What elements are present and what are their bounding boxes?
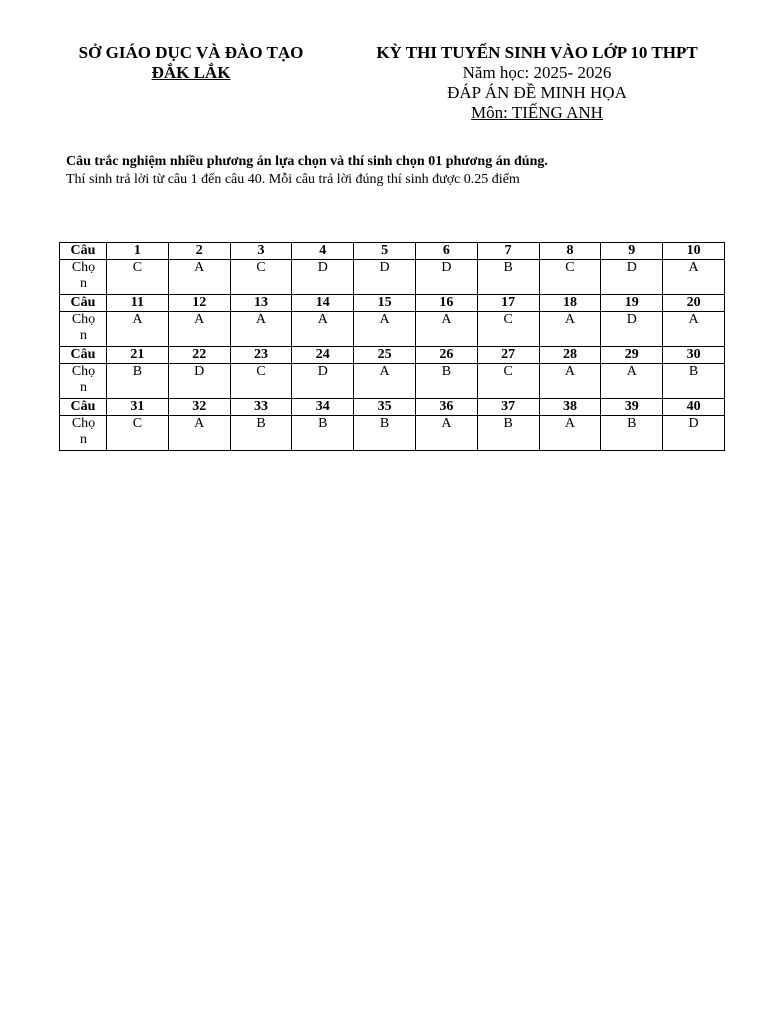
province-name: ĐẮK LẮK bbox=[151, 63, 231, 82]
answer-cell: A bbox=[292, 312, 354, 347]
answer-row-label: Chọn bbox=[60, 416, 107, 451]
answer-cell: A bbox=[539, 364, 601, 399]
question-number: 20 bbox=[663, 295, 725, 312]
answer-cell: C bbox=[107, 260, 169, 295]
question-number: 31 bbox=[107, 399, 169, 416]
question-number: 30 bbox=[663, 347, 725, 364]
answer-row bbox=[60, 312, 725, 347]
question-number: 22 bbox=[168, 347, 230, 364]
answer-cell: D bbox=[601, 260, 663, 295]
exam-header bbox=[356, 43, 718, 123]
question-number: 7 bbox=[477, 243, 539, 260]
question-row-label: Câu bbox=[60, 399, 107, 416]
question-number: 26 bbox=[415, 347, 477, 364]
answer-cell: C bbox=[477, 364, 539, 399]
question-number: 18 bbox=[539, 295, 601, 312]
answer-cell: B bbox=[601, 416, 663, 451]
answer-cell: A bbox=[168, 260, 230, 295]
question-row-label: Câu bbox=[60, 295, 107, 312]
instruction-line-1: Câu trắc nghiệm nhiều phương án lựa chọn và thí sinh chọn 01 phương án đúng. bbox=[66, 154, 548, 169]
answer-cell: A bbox=[230, 312, 292, 347]
answer-cell: C bbox=[230, 364, 292, 399]
answer-cell: B bbox=[230, 416, 292, 451]
answer-cell: A bbox=[415, 416, 477, 451]
question-number: 10 bbox=[663, 243, 725, 260]
question-number: 5 bbox=[354, 243, 416, 260]
question-number: 32 bbox=[168, 399, 230, 416]
answer-cell: B bbox=[477, 260, 539, 295]
question-number-row bbox=[60, 295, 725, 312]
answer-cell: A bbox=[539, 416, 601, 451]
answer-cell: B bbox=[107, 364, 169, 399]
question-number: 17 bbox=[477, 295, 539, 312]
answer-cell: A bbox=[168, 312, 230, 347]
question-number: 36 bbox=[415, 399, 477, 416]
answer-cell: A bbox=[415, 312, 477, 347]
exam-title: KỲ THI TUYỂN SINH VÀO LỚP 10 THPT bbox=[376, 43, 698, 62]
instructions bbox=[66, 153, 726, 189]
question-row-label: Câu bbox=[60, 347, 107, 364]
answer-cell: C bbox=[107, 416, 169, 451]
document-type: ĐÁP ÁN ĐỀ MINH HỌA bbox=[447, 83, 627, 102]
answer-cell: D bbox=[168, 364, 230, 399]
question-number: 34 bbox=[292, 399, 354, 416]
answer-cell: D bbox=[292, 260, 354, 295]
answer-row bbox=[60, 260, 725, 295]
answer-cell: C bbox=[539, 260, 601, 295]
answer-cell: A bbox=[663, 312, 725, 347]
answer-row-label: Chọn bbox=[60, 260, 107, 295]
answer-cell: B bbox=[354, 416, 416, 451]
question-number: 3 bbox=[230, 243, 292, 260]
answer-cell: D bbox=[601, 312, 663, 347]
answer-row-label: Chọn bbox=[60, 364, 107, 399]
question-number: 16 bbox=[415, 295, 477, 312]
answer-cell: D bbox=[292, 364, 354, 399]
school-year: Năm học: 2025- 2026 bbox=[462, 63, 612, 82]
answer-cell: A bbox=[663, 260, 725, 295]
answer-cell: C bbox=[477, 312, 539, 347]
question-row-label: Câu bbox=[60, 243, 107, 260]
question-number: 4 bbox=[292, 243, 354, 260]
question-number-row bbox=[60, 399, 725, 416]
question-number: 19 bbox=[601, 295, 663, 312]
answer-cell: B bbox=[292, 416, 354, 451]
answer-cell: D bbox=[354, 260, 416, 295]
answer-row bbox=[60, 416, 725, 451]
question-number: 15 bbox=[354, 295, 416, 312]
answer-cell: B bbox=[477, 416, 539, 451]
question-number: 12 bbox=[168, 295, 230, 312]
department-name: SỞ GIÁO DỤC VÀ ĐÀO TẠO bbox=[78, 43, 304, 62]
question-number: 21 bbox=[107, 347, 169, 364]
question-number: 6 bbox=[415, 243, 477, 260]
answer-cell: D bbox=[663, 416, 725, 451]
answer-cell: A bbox=[601, 364, 663, 399]
question-number: 37 bbox=[477, 399, 539, 416]
question-number: 38 bbox=[539, 399, 601, 416]
question-number: 9 bbox=[601, 243, 663, 260]
question-number: 24 bbox=[292, 347, 354, 364]
answer-row-label: Chọn bbox=[60, 312, 107, 347]
answer-cell: A bbox=[168, 416, 230, 451]
question-number: 23 bbox=[230, 347, 292, 364]
question-number-row bbox=[60, 243, 725, 260]
question-number: 1 bbox=[107, 243, 169, 260]
answer-cell: A bbox=[107, 312, 169, 347]
question-number: 33 bbox=[230, 399, 292, 416]
question-number: 2 bbox=[168, 243, 230, 260]
question-number: 29 bbox=[601, 347, 663, 364]
answer-cell: A bbox=[354, 312, 416, 347]
question-number: 13 bbox=[230, 295, 292, 312]
answer-key-table bbox=[59, 242, 725, 451]
question-number: 25 bbox=[354, 347, 416, 364]
answer-cell: D bbox=[415, 260, 477, 295]
question-number: 11 bbox=[107, 295, 169, 312]
question-number: 27 bbox=[477, 347, 539, 364]
answer-cell: C bbox=[230, 260, 292, 295]
question-number: 40 bbox=[663, 399, 725, 416]
question-number: 35 bbox=[354, 399, 416, 416]
question-number: 28 bbox=[539, 347, 601, 364]
instruction-line-2: Thí sinh trả lời từ câu 1 đến câu 40. Mỗi câu trả lời đúng thí sinh được 0.25 điểm bbox=[66, 172, 520, 187]
subject-name: Môn: TIẾNG ANH bbox=[471, 103, 603, 122]
question-number: 14 bbox=[292, 295, 354, 312]
answer-row bbox=[60, 364, 725, 399]
question-number: 39 bbox=[601, 399, 663, 416]
answer-cell: A bbox=[354, 364, 416, 399]
department-header bbox=[62, 43, 320, 83]
question-number-row bbox=[60, 347, 725, 364]
answer-cell: B bbox=[663, 364, 725, 399]
question-number: 8 bbox=[539, 243, 601, 260]
answer-cell: B bbox=[415, 364, 477, 399]
answer-cell: A bbox=[539, 312, 601, 347]
